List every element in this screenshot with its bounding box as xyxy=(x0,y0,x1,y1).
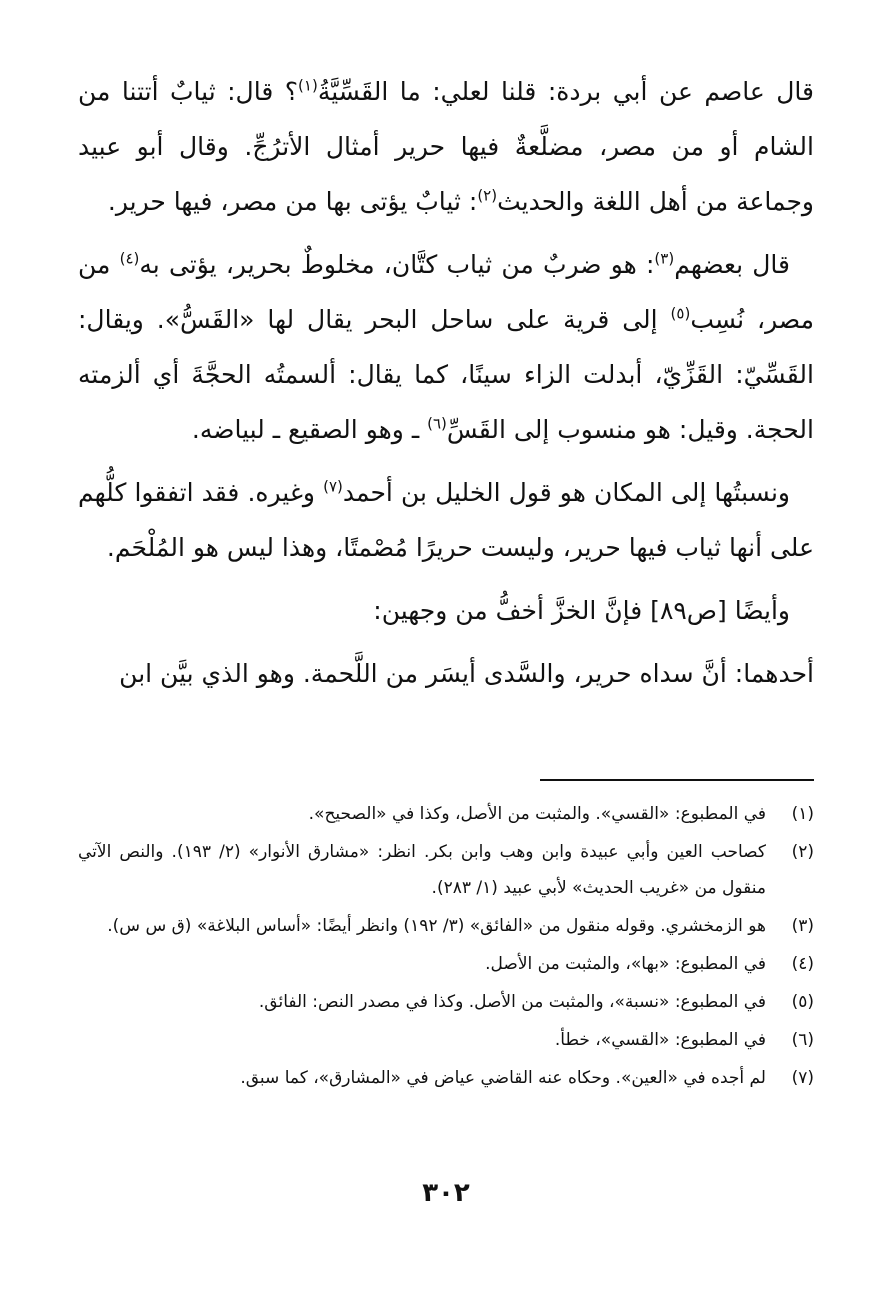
paragraph-1 xyxy=(78,64,814,229)
footnote-text: لم أجده في «العين». وحكاه عنه القاضي عياض في «المشارق»، كما سبق. xyxy=(240,1068,766,1088)
footnote-3 xyxy=(78,908,814,944)
footnote-text: في المطبوع: «بها»، والمثبت من الأصل. xyxy=(485,954,766,974)
paragraph-3-text-b: وغيره. فقد اتفقوا كلُّهم على أنها ثياب فيها حرير، وليست حريرًا مُصْمتًا، وهذا ليس هو المُلْحَم. xyxy=(78,478,814,562)
footnote-text: في المطبوع: «القسي»، خطأ. xyxy=(554,1030,766,1050)
paragraph-3 xyxy=(78,465,814,575)
footnote-ref-2: (٢) xyxy=(477,186,498,205)
footnote-number: (١) xyxy=(791,804,814,824)
footnote-4 xyxy=(78,946,814,982)
footnotes xyxy=(78,796,814,1098)
footnote-6 xyxy=(78,1022,814,1058)
footnote-1 xyxy=(78,796,814,832)
paragraph-1-text-b: ؟ قال: ثيابٌ أتتنا من الشام أو من مصر، مضلَّعةٌ فيها حرير أمثال الأترُجِّ. وقال أبو عبيد وجماعة من أهل اللغة والحديث xyxy=(78,77,814,216)
footnote-text: في المطبوع: «القسي». والمثبت من الأصل، وكذا في «الصحيح». xyxy=(308,804,766,824)
paragraph-2-text-c: من مصر، نُسِب xyxy=(78,250,814,334)
page-number: ٣٠٢ xyxy=(422,1178,470,1208)
footnote-ref-4: (٤) xyxy=(119,249,140,268)
footnote-number: (٥) xyxy=(791,992,814,1012)
footnote-number: (٦) xyxy=(791,1030,814,1050)
paragraph-3-text-a: ونسبتُها إلى المكان هو قول الخليل بن أحمد xyxy=(342,478,790,507)
footnote-5 xyxy=(78,984,814,1020)
main-text xyxy=(78,64,814,709)
footnote-ref-5: (٥) xyxy=(670,304,691,323)
footnote-text: هو الزمخشري. وقوله منقول من «الفائق» (٣/ ١٩٢) وانظر أيضًا: «أساس البلاغة» (ق س س). xyxy=(107,916,766,936)
footnote-text: كصاحب العين وأبي عبيدة وابن وهب وابن بكر. انظر: «مشارق الأنوار» (٢/ ١٩٣). والنص الآتي منقول من «غريب الحديث» لأبي عبيد (١/ ٢٨٣). xyxy=(78,842,766,898)
footnote-ref-1: (١) xyxy=(298,76,318,95)
paragraph-2-text-b: : هو ضربٌ من ثياب كتَّان، مخلوطٌ بحرير، يؤتى به xyxy=(139,250,655,279)
footnote-number: (٤) xyxy=(791,954,814,974)
footnote-number: (٢) xyxy=(791,842,814,862)
paragraph-2-text-d: إلى قرية على ساحل البحر يقال لها «القَسُّ». ويقال: القَسِّيّ: القَزِّيّ، أبدلت الزاء سينًا، كما يقال: ألسمتُه الحجَّةَ أي ألزمته الحجة. وقيل: هو منسوب إلى القَسِّ xyxy=(78,305,814,444)
paragraph-2 xyxy=(78,237,814,457)
paragraph-4: وأيضًا [ص٨٩] فإنَّ الخزَّ أخفُّ من وجهين: xyxy=(373,596,790,625)
footnote-ref-3: (٣) xyxy=(654,249,675,268)
footnote-number: (٧) xyxy=(791,1068,814,1088)
footnote-text: في المطبوع: «نسبة»، والمثبت من الأصل. وكذا في مصدر النص: الفائق. xyxy=(258,992,766,1012)
paragraph-5: أحدهما: أنَّ سداه حرير، والسَّدى أيسَر من اللَّحمة. وهو الذي بيَّن ابن xyxy=(119,659,814,688)
paragraph-2-text-e: ـ وهو الصقيع ـ لبياضه. xyxy=(191,415,428,444)
footnote-7 xyxy=(78,1060,814,1096)
footnote-divider xyxy=(540,779,814,781)
footnote-number: (٣) xyxy=(791,916,814,936)
paragraph-2-text-a: قال بعضهم xyxy=(674,250,790,279)
paragraph-1-text-a: قال عاصم عن أبي بردة: قلنا لعلي: ما القَسِّيَّةُ xyxy=(317,77,814,106)
footnote-2 xyxy=(78,834,814,906)
footnote-ref-6: (٦) xyxy=(427,414,447,433)
paragraph-1-text-c: : ثيابٌ يؤتى بها من مصر، فيها حرير. xyxy=(107,187,478,216)
footnote-ref-7: (٧) xyxy=(323,477,343,496)
